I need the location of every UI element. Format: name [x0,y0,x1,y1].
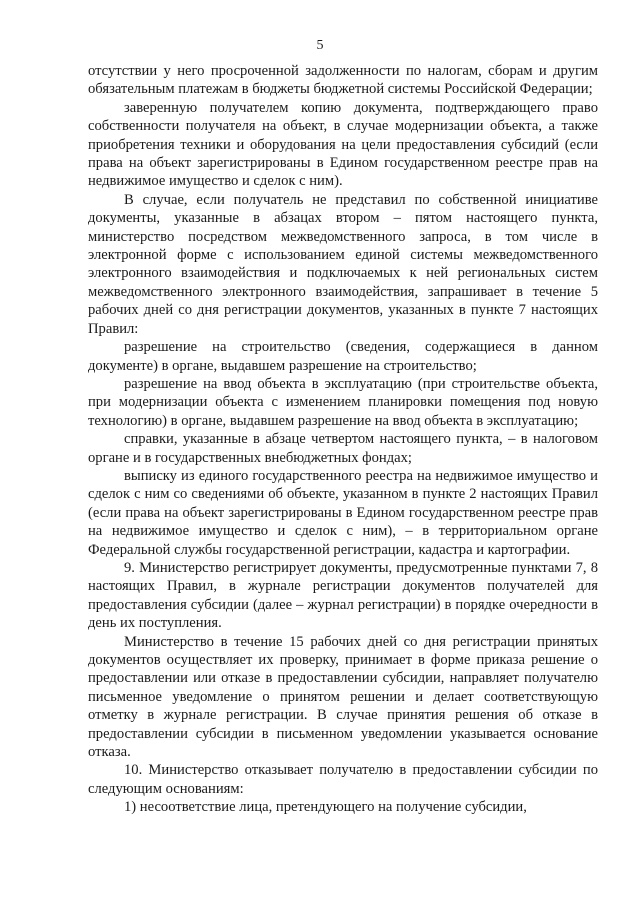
paragraph: выписку из единого государственного реестра на недвижимое имущество и сделок с ним со сведениями об объекте, указанном в пункте 2 настоящих Правил (если права на объект зарегистрированы в Едином государственном реестре прав на недвижимое имущество и сделок с ним), – в территориальном органе Федеральной службы государственной регистрации, кадастра и картографии. [88,467,598,558]
paragraph: разрешение на ввод объекта в эксплуатацию (при строительстве объекта, при модернизации объекта с изменением планировки помещения под новую технологию) в органе, выдавшем разрешение на ввод объекта в эксплуатацию; [88,375,598,429]
paragraph: заверенную получателем копию документа, подтверждающего право собственности получателя на объект, в случае модернизации объекта, а также приобретения техники и оборудования на цели предоставления субсидий (если права на объект зарегистрированы в Едином государственном реестре прав на недвижимое имущество и сделок с ним). [88,99,598,190]
paragraph: 1) несоответствие лица, претендующего на получение субсидии, [124,799,527,816]
page-number: 5 [316,38,324,53]
paragraph: В случае, если получатель не представил по собственной инициативе документы, указанные в абзацах втором – пятом настоящего пункта, министерство посредством межведомственного запроса, в том числе в электронной форме с использованием единой системы межведомственного электронного взаимодействия и подключаемых к ней региональных систем межведомственного электронного взаимодействия, запрашивает в течение 5 рабочих дней со дня регистрации документов, указанных в пункте 7 настоящих Правил: [88,191,598,337]
paragraph: 9. Министерство регистрирует документы, предусмотренные пунктами 7, 8 настоящих Правил, в журнале регистрации документов получателей для предоставления субсидии (далее – журнал регистрации) в порядке очередности в день их поступления. [88,559,598,632]
paragraph: отсутствии у него просроченной задолженности по налогам, сборам и другим обязательным платежам в бюджеты бюджетной системы Российской Федерации; [88,63,598,98]
paragraph: разрешение на строительство (сведения, содержащиеся в данном документе) в органе, выдавшем разрешение на строительство; [88,339,598,374]
paragraph: 10. Министерство отказывает получателю в предоставлении субсидии по следующим основаниям: [88,762,598,797]
paragraph: Министерство в течение 15 рабочих дней со дня регистрации принятых документов осуществляет их проверку, принимает в форме приказа решение о предоставлении или отказе в предоставлении субсидии, направляет получателю письменное уведомление о принятом решении и делает соответствующую отметку в журнале регистрации. В случае принятия решения об отказе в предоставлении субсидии в письменном уведомлении указывается основание отказа. [88,633,598,761]
document-body [88,62,598,817]
paragraph: справки, указанные в абзаце четвертом настоящего пункта, – в налоговом органе и в государственных внебюджетных фондах; [88,431,598,466]
